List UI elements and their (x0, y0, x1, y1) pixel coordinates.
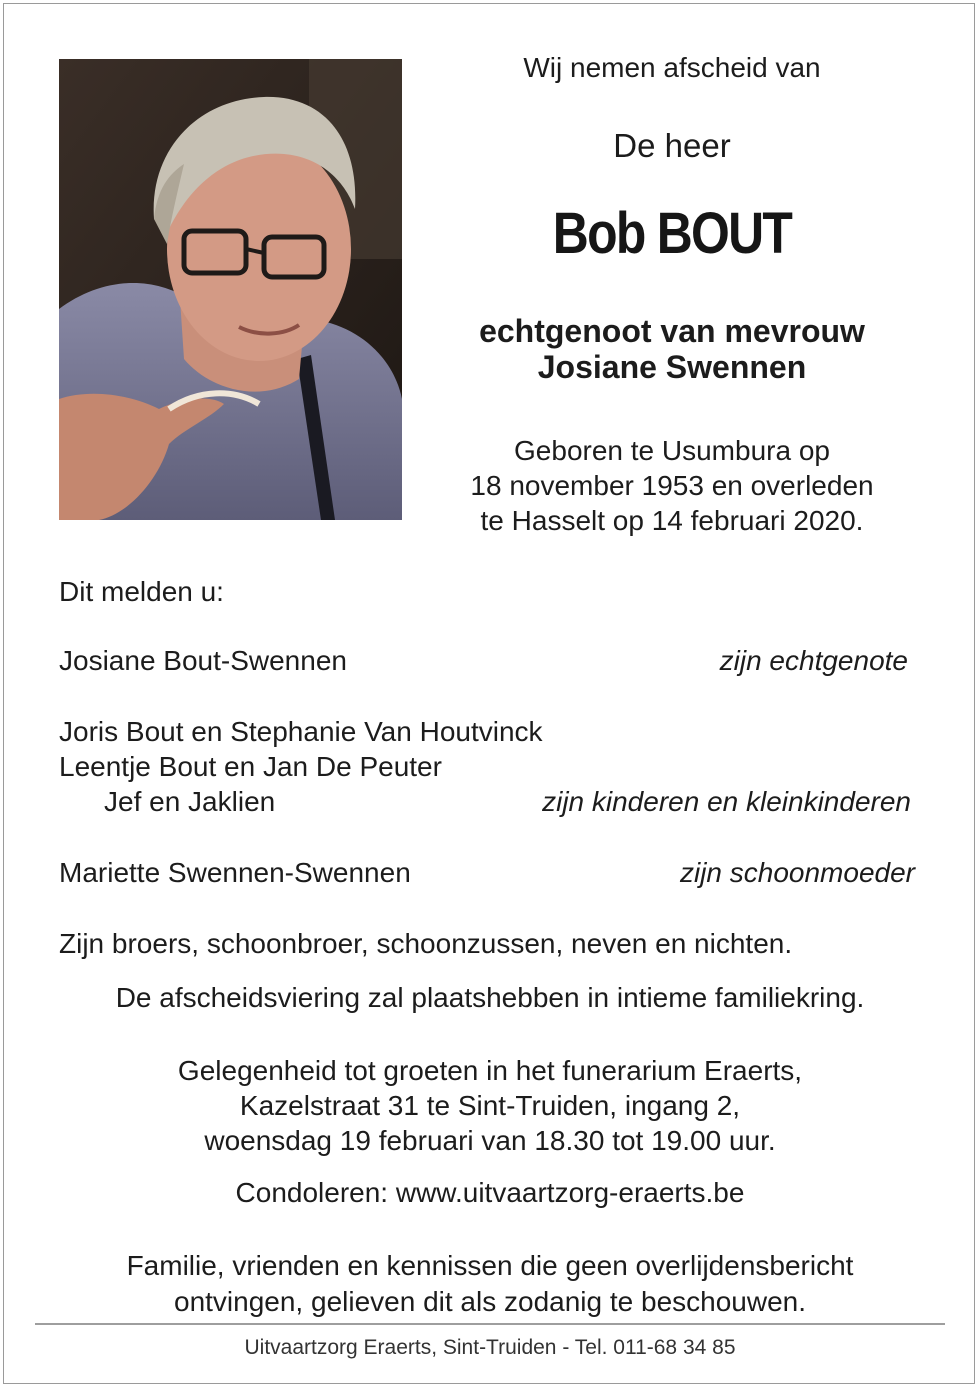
mother-in-law: Mariette Swennen-Swennen (59, 857, 411, 888)
deceased-name: Bob BOUT (552, 201, 792, 266)
born-line-1: Geboren te Usumbura op (514, 435, 830, 466)
visitation-block (0, 1053, 980, 1158)
spouse-name: Josiane Bout-Swennen (59, 645, 347, 676)
born-line-2: 18 november 1953 en overleden (470, 470, 874, 501)
spouse-relation: zijn echtgenote (719, 645, 908, 676)
mother-in-law-relation: zijn schoonmoeder (679, 857, 915, 888)
grandchildren: Jef en Jaklien (104, 786, 276, 817)
child-line-2: Leentje Bout en Jan De Peuter (59, 751, 442, 782)
notice-block (0, 1248, 980, 1320)
visit-line-3: woensdag 19 februari van 18.30 tot 19.00 uur. (204, 1125, 776, 1156)
other-relatives: Zijn broers, schoonbroer, schoonzussen, neven en nichten. (59, 928, 793, 959)
notice-line-1: Familie, vrienden en kennissen die geen overlijdensbericht (126, 1250, 854, 1281)
spouse-line-1: echtgenoot van mevrouw (479, 313, 865, 349)
portrait-photo (59, 59, 402, 520)
footer-text: Uitvaartzorg Eraerts, Sint-Truiden - Tel. 011-68 34 85 (244, 1336, 736, 1359)
intro-text: Wij nemen afscheid van (523, 52, 821, 83)
spouse-block (432, 313, 912, 385)
born-line-3: te Hasselt op 14 februari 2020. (480, 505, 864, 536)
visit-line-2: Kazelstraat 31 te Sint-Truiden, ingang 2, (239, 1090, 741, 1121)
ceremony-text: De afscheidsviering zal plaatshebben in intieme familiekring. (115, 982, 865, 1013)
children-relation: zijn kinderen en kleinkinderen (542, 786, 911, 817)
notice-line-2: ontvingen, gelieven dit als zodanig te beschouwen. (174, 1286, 806, 1317)
portrait-illustration (59, 59, 402, 520)
birth-death-block (432, 433, 912, 538)
visit-line-1: Gelegenheid tot groeten in het funerarium Eraerts, (177, 1055, 803, 1086)
spouse-line-2: Josiane Swennen (537, 349, 807, 385)
announcers-intro: Dit melden u: (59, 576, 224, 607)
footer-divider (35, 1323, 945, 1325)
condolences-link: Condoleren: www.uitvaartzorg-eraerts.be (235, 1177, 745, 1208)
salutation: De heer (613, 127, 731, 164)
child-line-1: Joris Bout en Stephanie Van Houtvinck (59, 716, 543, 747)
